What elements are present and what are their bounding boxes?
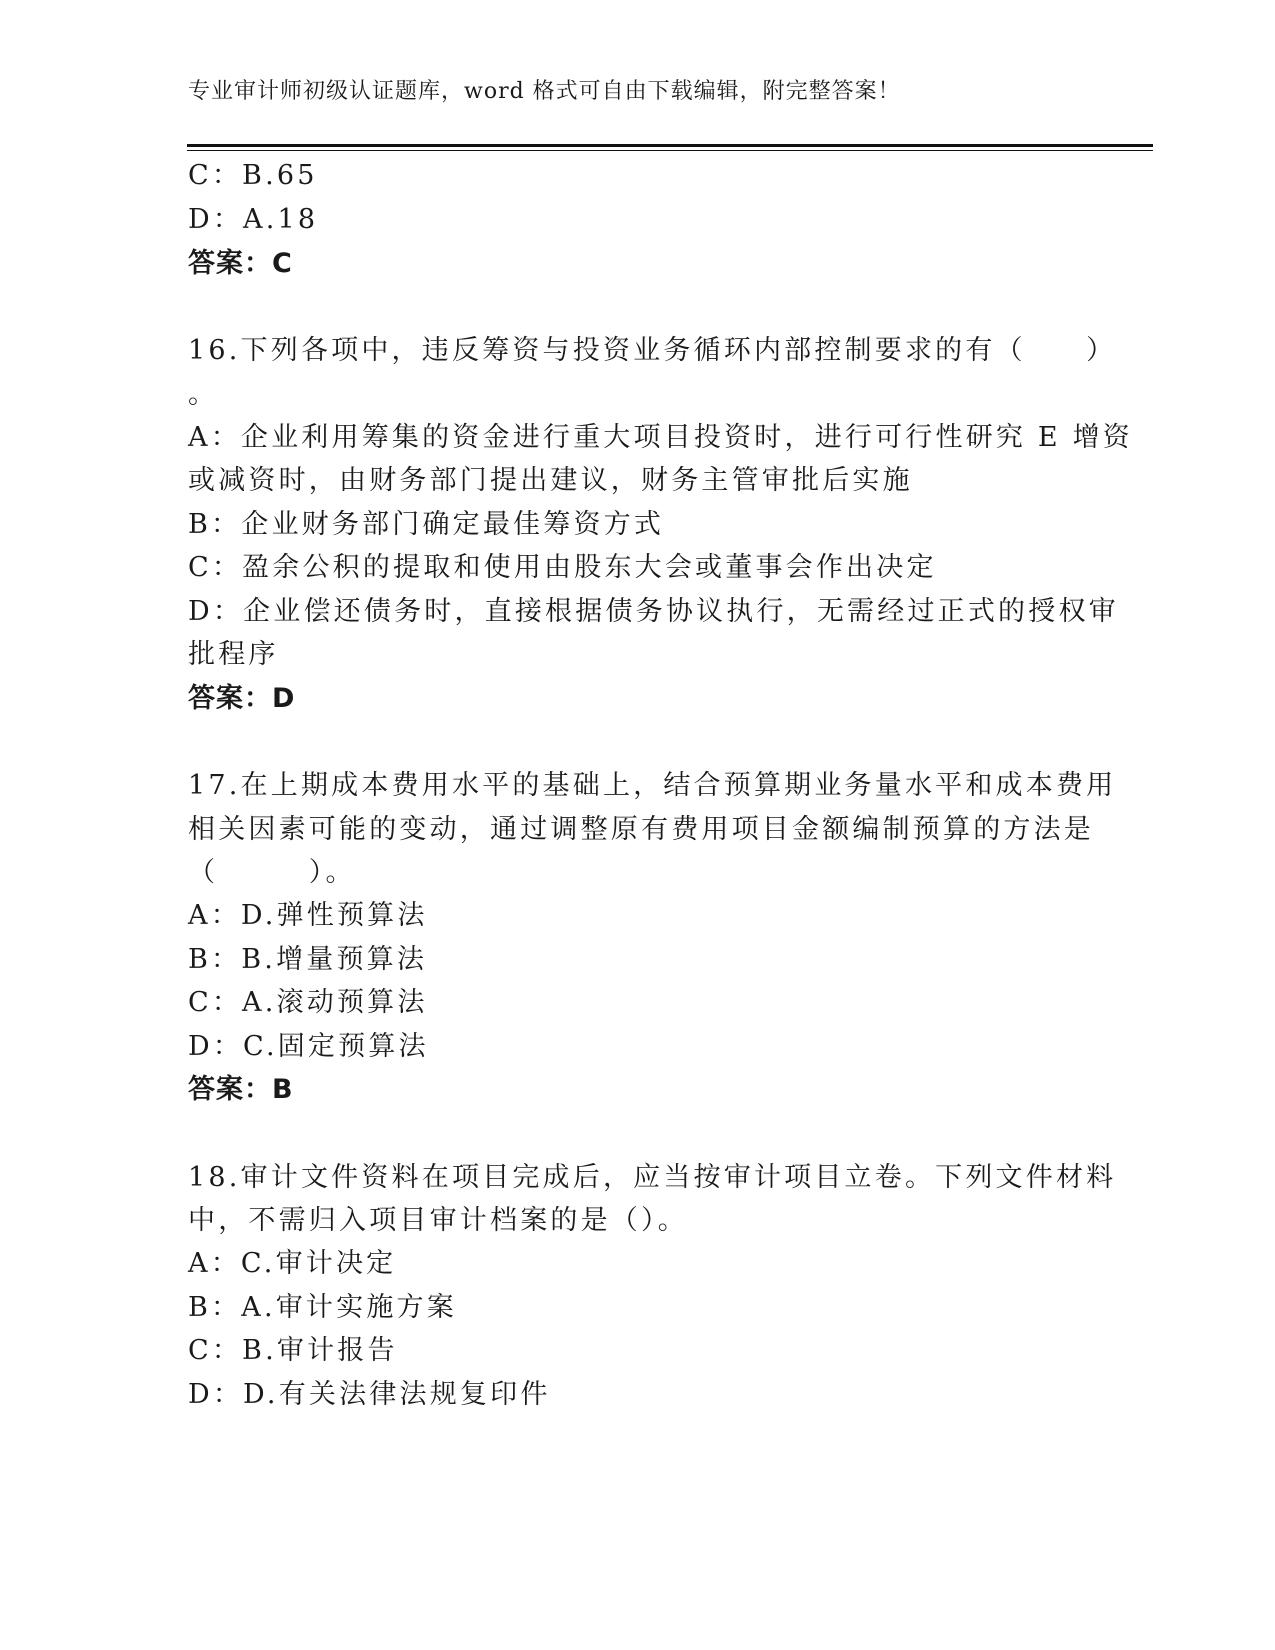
q16-option-d-line1: D：企业偿还债务时，直接根据债务协议执行，无需经过正式的授权审 [188,596,1119,627]
q17-option-b: B：B.增量预算法 [188,944,428,975]
q17-stem-line2: 相关因素可能的变动，通过调整原有费用项目金额编制预算的方法是 [188,814,1094,845]
page-header: 专业审计师初级认证题库，word 格式可自由下载编辑，附完整答案！ [188,79,901,104]
q16-option-d-line2: 批程序 [188,639,279,670]
q17-stem-line3: （ ）。 [188,857,356,888]
q17-option-d: D：C.固定预算法 [188,1031,429,1062]
q18-option-c: C：B.审计报告 [188,1335,398,1366]
q15-option-d: D：A.18 [188,204,319,235]
q18-stem-line2: 中，不需归入项目审计档案的是（）。 [188,1205,688,1236]
q15-option-c: C：B.65 [188,160,318,191]
q16-option-b: B：企业财务部门确定最佳筹资方式 [188,509,665,540]
q18-option-b: B：A.审计实施方案 [188,1292,457,1323]
q18-stem-line1: 18.审计文件资料在项目完成后，应当按审计项目立卷。下列文件材料 [188,1162,1117,1193]
q17-option-a: A：D.弹性预算法 [188,900,428,931]
q16-option-a-line2: 或减资时，由财务部门提出建议，财务主管审批后实施 [188,465,913,496]
header-divider [187,144,1153,151]
q18-option-a: A：C.审计决定 [188,1248,397,1279]
q18-option-d: D：D.有关法律法规复印件 [188,1379,551,1410]
q17-stem-line1: 17.在上期成本费用水平的基础上，结合预算期业务量水平和成本费用 [188,770,1117,801]
q16-option-c: C：盈余公积的提取和使用由股东大会或董事会作出决定 [188,552,937,583]
q16-answer: 答案：D [188,683,296,714]
q16-stem-line1: 16.下列各项中，违反筹资与投资业务循环内部控制要求的有（ ） [188,335,1117,366]
q16-stem-line2: 。 [188,379,219,410]
q17-option-c: C：A.滚动预算法 [188,987,428,1018]
q16-option-a-line1: A：企业利用筹集的资金进行重大项目投资时，进行可行性研究 E 增资 [188,422,1133,453]
q17-answer: 答案：B [188,1074,294,1105]
q15-answer: 答案：C [188,248,293,279]
